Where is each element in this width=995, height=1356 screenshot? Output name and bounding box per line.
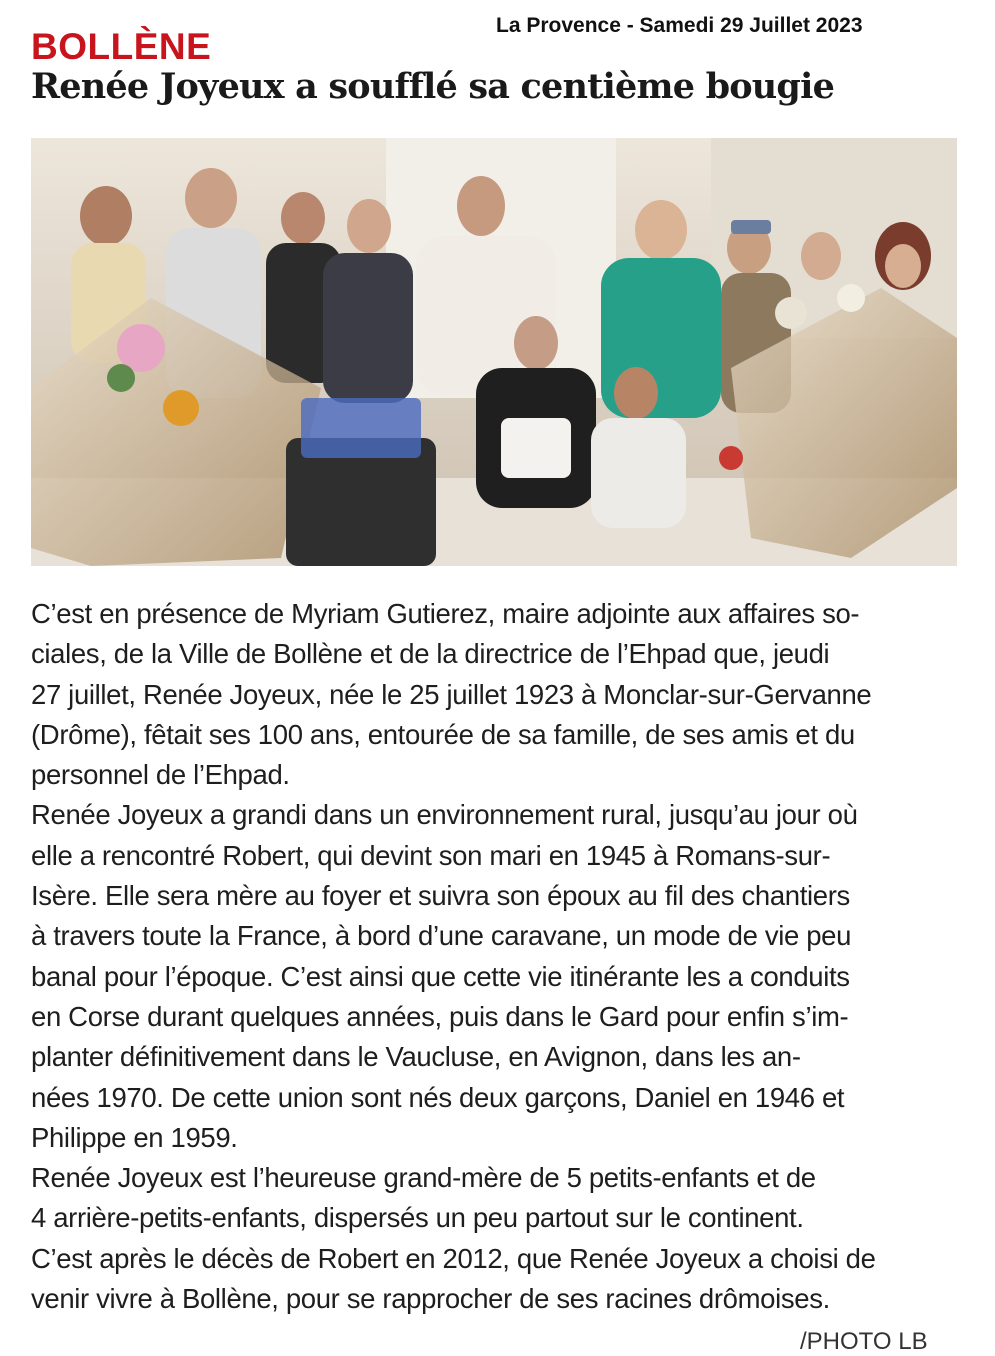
- body-line: en Corse durant quelques années, puis dans le Gard pour enfin s’im-: [31, 1000, 849, 1032]
- article-body: [31, 594, 961, 1319]
- body-line: personnel de l’Ehpad.: [31, 759, 290, 791]
- body-line: C’est après le décès de Robert en 2012, que Renée Joyeux a choisi de: [31, 1242, 876, 1274]
- body-line: Renée Joyeux a grandi dans un environnement rural, jusqu’au jour où: [31, 799, 858, 831]
- body-line: Isère. Elle sera mère au foyer et suivra son époux au fil des chantiers: [31, 880, 850, 912]
- body-line: nées 1970. De cette union sont nés deux garçons, Daniel en 1946 et: [31, 1081, 845, 1113]
- body-line: à travers toute la France, à bord d’une caravane, un mode de vie peu: [31, 920, 852, 952]
- photo-credit: /PHOTO LB: [800, 1328, 928, 1355]
- section-title: BOLLÈNE: [31, 26, 212, 67]
- body-line: venir vivre à Bollène, pour se rapprocher de ses racines drômoises.: [31, 1283, 830, 1315]
- body-line: Renée Joyeux est l’heureuse grand-mère de 5 petits-enfants et de: [31, 1162, 816, 1194]
- source-line: La Provence - Samedi 29 Juillet 2023: [496, 14, 863, 37]
- body-line: Philippe en 1959.: [31, 1121, 238, 1153]
- body-line: planter définitivement dans le Vaucluse, en Avignon, dans les an-: [31, 1041, 801, 1073]
- article-photo: [31, 138, 957, 566]
- headline: Renée Joyeux a soufflé sa centième bougie: [31, 66, 835, 107]
- body-line: (Drôme), fêtait ses 100 ans, entourée de sa famille, de ses amis et du: [31, 718, 855, 750]
- body-line: 4 arrière-petits-enfants, dispersés un peu partout sur le continent.: [31, 1202, 804, 1234]
- body-line: elle a rencontré Robert, qui devint son mari en 1945 à Romans-sur-: [31, 839, 831, 871]
- body-line: banal pour l’époque. C’est ainsi que cette vie itinérante les a conduits: [31, 960, 850, 992]
- body-line: 27 juillet, Renée Joyeux, née le 25 juillet 1923 à Monclar-sur-Gervanne: [31, 678, 872, 710]
- body-line: ciales, de la Ville de Bollène et de la directrice de l’Ehpad que, jeudi: [31, 638, 830, 670]
- body-line: C’est en présence de Myriam Gutierez, maire adjointe aux affaires so-: [31, 598, 860, 629]
